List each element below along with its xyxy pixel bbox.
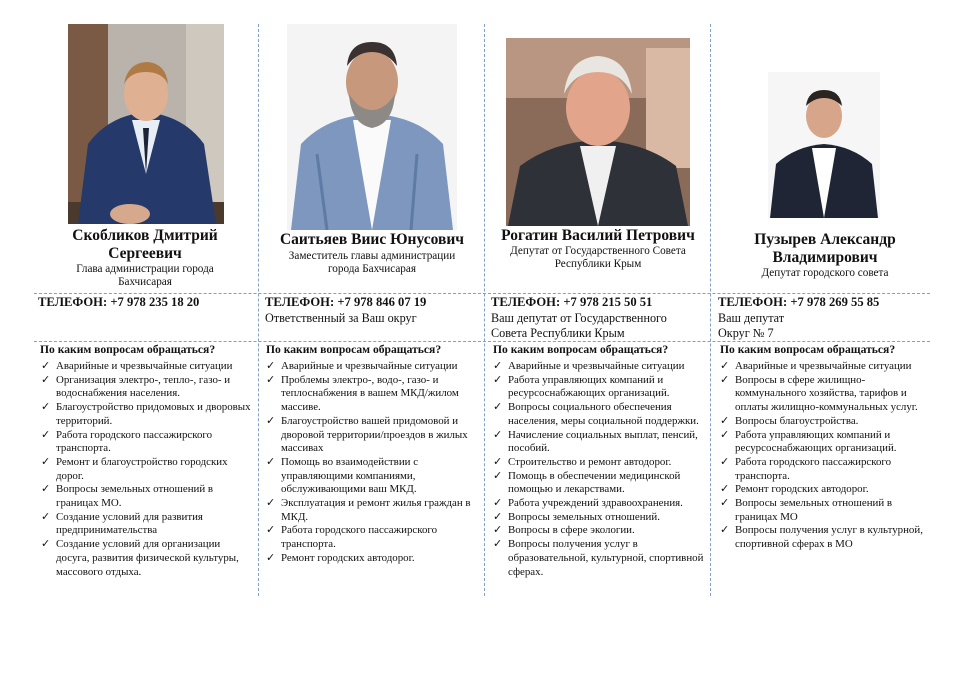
question-text: Вопросы земельных отношений в границах МО. [56,483,214,510]
question-item [40,511,252,538]
responsibility-text: Ваш депутат от Государственного Совета Республики Крым [491,311,667,340]
portrait-photo [287,24,457,230]
person-title: Глава администрации города Бахчисарая [76,263,214,288]
person-title: Заместитель главы администрации города Бахчисарая [288,250,456,275]
questions-heading: По каким вопросам обращаться? [40,343,216,356]
question-text: Ремонт и благоустройство городских дорог. [56,455,228,482]
check-icon: ✓ [266,551,276,564]
check-icon: ✓ [266,414,276,427]
phone-number[interactable]: ТЕЛЕФОН: +7 978 846 07 19 [265,295,427,309]
question-item [40,401,252,428]
question-item [492,360,706,374]
question-text: Вопросы земельных отношений в границах МО [735,497,893,523]
check-icon: ✓ [41,373,51,386]
check-icon: ✓ [493,510,503,523]
check-icon: ✓ [266,360,276,372]
question-text: Вопросы благоустройства. [735,414,859,427]
question-text: Вопросы в сфере жилищно-коммунального хозяйства, тарифов и оплаты жилищно-коммунальных услуг. [735,373,918,414]
check-icon: ✓ [720,497,730,510]
check-icon: ✓ [493,360,503,372]
person-title: Депутат городского совета [761,267,889,279]
responsibility-text: Ваш депутат Округ № 7 [718,311,785,340]
question-text: Строительство и ремонт автодорог. [508,455,672,468]
question-text: Создание условий для организации досуга, развития физической культуры, массового отдыха. [56,538,239,578]
questions-heading: По каким вопросам обращаться? [266,343,442,356]
check-icon: ✓ [720,428,730,441]
question-item [492,470,706,497]
check-icon: ✓ [41,401,51,414]
question-text: Благоустройство придомовых и дворовых территорий. [56,401,251,427]
question-text: Аварийные и чрезвычайные ситуации [508,360,685,372]
question-text: Начисление социальных выплат, пенсий, пособий. [508,428,698,455]
question-text: Организация электро-, тепло-, газо- и водоснабжения населения. [56,373,231,400]
check-icon: ✓ [720,455,730,468]
question-item [492,374,706,401]
question-text: Создание условий для развития предпринимательства [56,510,203,537]
check-icon: ✓ [493,455,503,468]
person-title: Депутат от Государственного Совета Республики Крым [510,245,686,270]
question-text: Работа учреждений здравоохранения. [508,497,683,510]
question-text: Работа городского пассажирского транспорта. [281,524,438,551]
question-item [265,524,479,551]
question-text: Аварийные и чрезвычайные ситуации [281,360,458,372]
person-name: Рогатин Василий Петрович [501,227,695,244]
question-item [492,511,706,525]
question-text: Помощь во взаимодействии с управляющими компаниями, обслуживающими ваш МКД. [281,455,419,496]
person-name: Пузырев Александр Владимирович [754,231,896,266]
question-text: Благоустройство вашей придомовой и дворовой территории/проездов в жилых массивах [281,414,468,455]
check-icon: ✓ [41,538,51,551]
question-text: Вопросы получения услуг в образовательной, культурной, спортивной сферах. [508,538,704,578]
responsibility-text: Ответственный за Ваш округ [265,311,417,325]
check-icon: ✓ [493,373,503,386]
check-icon: ✓ [493,524,503,537]
question-item [719,429,933,456]
question-item [719,374,933,415]
check-icon: ✓ [493,497,503,510]
question-text: Вопросы социального обеспечения населения, меры социальной поддержки. [508,401,699,427]
question-item [719,415,933,429]
check-icon: ✓ [266,455,276,468]
question-text: Аварийные и чрезвычайные ситуации [56,360,233,372]
check-icon: ✓ [493,538,503,551]
check-icon: ✓ [493,428,503,441]
question-item [40,374,252,401]
check-icon: ✓ [493,401,503,414]
person-name: Скобликов Дмитрий Сергеевич [72,227,218,262]
question-item [492,524,706,538]
question-item [719,483,933,497]
question-item [40,483,252,510]
check-icon: ✓ [41,510,51,523]
question-item [40,456,252,483]
check-icon: ✓ [41,455,51,468]
question-item [492,456,706,470]
question-item [492,429,706,456]
question-item [719,360,933,374]
question-item [40,429,252,456]
check-icon: ✓ [720,483,730,496]
question-text: Проблемы электро-, водо-, газо- и теплоснабжения в вашем МКД/жилом массиве. [281,373,459,414]
question-text: Работа городского пассажирского транспорта. [735,455,892,482]
question-item [265,456,479,497]
question-text: Работа управляющих компаний и ресурсоснабжающих организаций. [735,428,897,455]
column-divider [258,24,259,596]
question-text: Аварийные и чрезвычайные ситуации [735,360,912,372]
questions-list [492,360,706,579]
portrait-photo [506,38,690,226]
check-icon: ✓ [41,360,51,372]
question-item [40,538,252,579]
questions-heading: По каким вопросам обращаться? [720,343,896,356]
question-item [265,374,479,415]
question-item [492,497,706,511]
check-icon: ✓ [266,373,276,386]
column-divider [484,24,485,596]
check-icon: ✓ [266,524,276,537]
question-item [719,456,933,483]
question-item [719,497,933,524]
check-icon: ✓ [41,483,51,496]
question-text: Работа городского пассажирского транспорта. [56,428,213,455]
questions-list [719,360,933,552]
question-item [265,552,479,566]
question-item [265,497,479,524]
question-item [265,360,479,374]
check-icon: ✓ [720,373,730,386]
question-text: Вопросы получения услуг в культурной, спортивной сферах в МО [735,524,923,551]
question-text: Эксплуатация и ремонт жилья граждан в МКД. [281,497,471,523]
phone-number[interactable]: ТЕЛЕФОН: +7 978 235 18 20 [38,295,200,309]
question-item [492,538,706,579]
check-icon: ✓ [41,428,51,441]
phone-number[interactable]: ТЕЛЕФОН: +7 978 269 55 85 [718,295,880,309]
check-icon: ✓ [720,360,730,372]
row-divider [34,341,930,342]
question-text: Вопросы земельных отношений. [508,510,660,523]
row-divider [34,293,930,294]
phone-number[interactable]: ТЕЛЕФОН: +7 978 215 50 51 [491,295,653,309]
question-text: Работа управляющих компаний и ресурсоснабжающих организаций. [508,373,670,400]
check-icon: ✓ [720,414,730,427]
question-text: Вопросы в сфере экологии. [508,524,635,537]
question-item [265,415,479,456]
column-divider [710,24,711,596]
question-text: Помощь в обеспечении медицинской помощью и лекарствами. [508,469,681,496]
question-item [719,524,933,551]
question-item [40,360,252,374]
questions-list [265,360,479,566]
question-item [492,401,706,428]
question-text: Ремонт городских автодорог. [281,551,415,564]
check-icon: ✓ [720,524,730,537]
questions-list [40,360,252,579]
check-icon: ✓ [266,497,276,510]
check-icon: ✓ [493,469,503,482]
portrait-photo [768,72,880,218]
portrait-photo [68,24,224,224]
question-text: Ремонт городских автодорог. [735,483,869,496]
person-name: Саитьяев Виис Юнусович [279,231,465,248]
questions-heading: По каким вопросам обращаться? [493,343,669,356]
